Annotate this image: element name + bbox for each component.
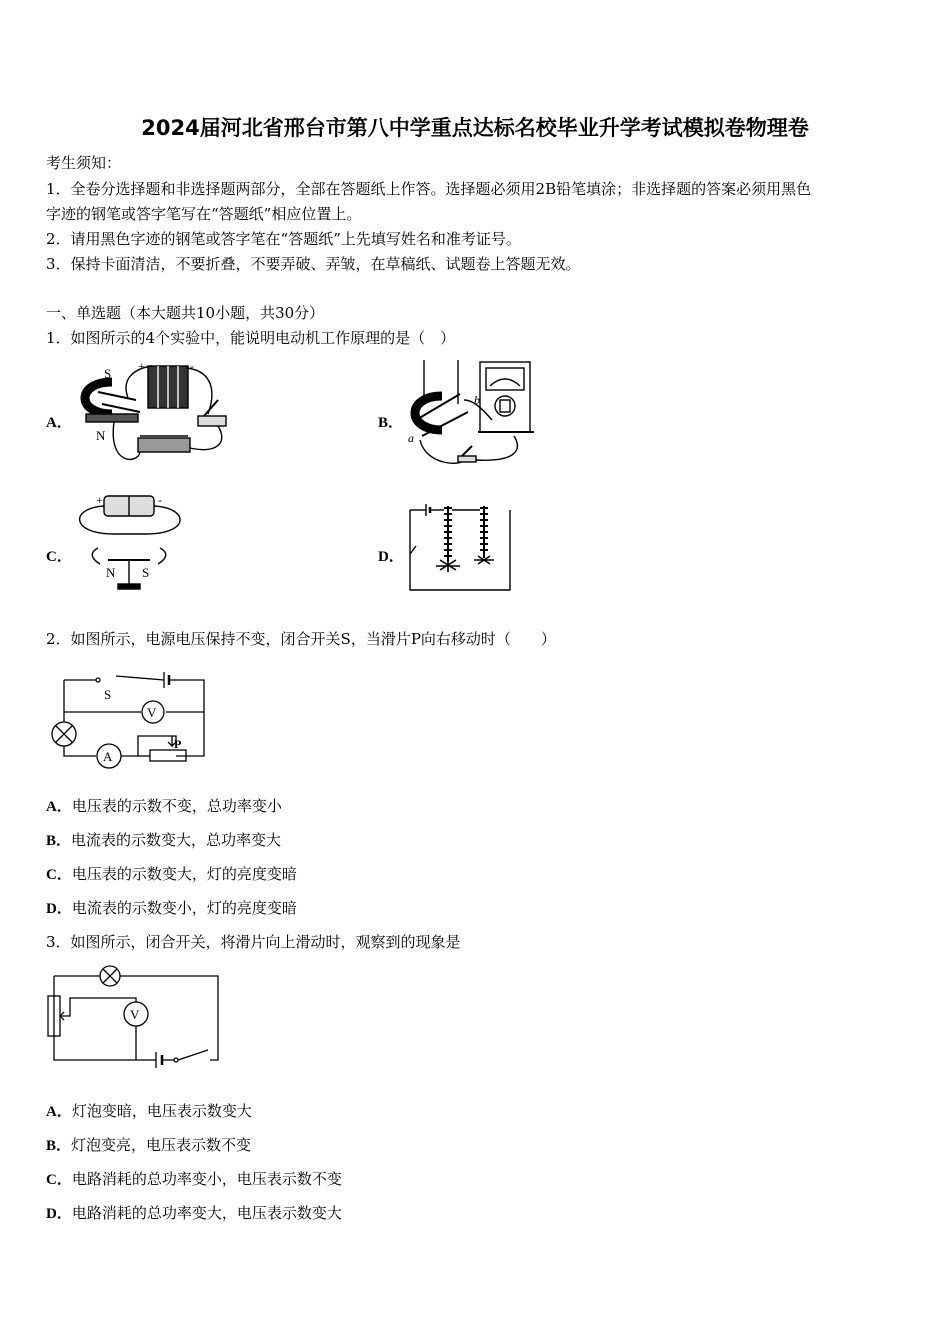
q2-option-text: 电流表的示数变大，总功率变大 [71, 831, 282, 849]
q2-option-b[interactable] [46, 829, 281, 850]
voltmeter-v-label: V [130, 1007, 140, 1022]
q3-option-letter: C． [46, 1172, 72, 1188]
q2-option-text: 电压表的示数变大，灯的亮度变暗 [71, 865, 297, 883]
notice-heading: 考生须知： [46, 154, 122, 172]
q1-stem: 1．如图所示的4个实验中，能说明电动机工作原理的是（ ） [46, 329, 456, 347]
needle-n-label: N [106, 565, 116, 580]
battery-minus-label: - [158, 493, 162, 507]
q2-option-d[interactable] [46, 897, 297, 918]
q3-option-text: 灯泡变暗，电压表示数变大 [71, 1102, 252, 1120]
q1-figure-c [74, 490, 186, 590]
switch-s-label: S [104, 687, 112, 702]
q1-option-d-letter[interactable]: D． [378, 549, 404, 565]
needle-s-label: S [142, 565, 150, 580]
q3-option-c[interactable] [46, 1168, 342, 1189]
q2-stem: 2．如图所示，电源电压保持不变，闭合开关S，当滑片P向右移动时（ ） [46, 630, 556, 648]
q2-option-a[interactable] [46, 795, 282, 816]
notice-item: 3．保持卡面清洁，不要折叠，不要弄破、弄皱，在草稿纸、试题卷上答题无效。 [46, 255, 581, 273]
notice-item: 字迹的钢笔或答字笔写在“答题纸”相应位置上。 [46, 205, 362, 223]
q3-option-text: 电路消耗的总功率变大，电压表示数变大 [71, 1204, 342, 1222]
q1-option-b-letter[interactable]: B． [378, 415, 404, 431]
slider-p-label: P [174, 737, 182, 751]
notice-item: 2．请用黑色字迹的钢笔或答字笔在“答题纸”上先填写姓名和准考证号。 [46, 230, 521, 248]
q2-option-letter: B． [46, 833, 72, 849]
notice-item: 1．全卷分选择题和非选择题两部分，全部在答题纸上作答。选择题必须用2B铅笔填涂；非选择题的答案必须用黑色 [46, 180, 812, 198]
q3-option-a[interactable] [46, 1100, 252, 1121]
q1-figure-b [402, 360, 537, 468]
q3-option-text: 电路消耗的总功率变小，电压表示数不变 [71, 1170, 342, 1188]
q1-figure-a [68, 356, 238, 468]
q2-option-c[interactable] [46, 863, 297, 884]
pole-n-label: N [96, 428, 106, 443]
battery-plus-label: + [96, 493, 103, 507]
q3-circuit-figure [44, 962, 224, 1066]
q1-option-a-letter[interactable]: A． [46, 415, 72, 431]
point-b-label: b [474, 393, 480, 407]
point-a-label: a [408, 431, 414, 445]
section-heading: 一、单选题（本大题共10小题，共30分） [46, 304, 325, 322]
q3-option-b[interactable] [46, 1134, 251, 1155]
q3-option-text: 灯泡变亮，电压表示数不变 [71, 1136, 252, 1154]
q2-option-letter: D． [46, 901, 72, 917]
q2-option-text: 电流表的示数变小，灯的亮度变暗 [71, 899, 297, 917]
battery-plus-label: + [138, 359, 145, 373]
q3-option-letter: B． [46, 1138, 72, 1154]
page-title: 2024届河北省邢台市第八中学重点达标名校毕业升学考试模拟卷物理卷 [141, 116, 809, 140]
q1-figure-d [404, 500, 516, 594]
q2-option-letter: C． [46, 867, 72, 883]
pole-s-label: S [104, 366, 112, 381]
voltmeter-v-label: V [147, 705, 157, 720]
ammeter-a-label: A [103, 749, 113, 764]
q3-stem: 3．如图所示，闭合开关，将滑片向上滑动时，观察到的现象是 [46, 933, 461, 951]
q1-option-c-letter[interactable]: C． [46, 549, 72, 565]
q2-circuit-figure [46, 668, 210, 772]
q3-option-d[interactable] [46, 1202, 342, 1223]
battery-minus-label: - [190, 359, 194, 373]
q3-option-letter: A． [46, 1104, 72, 1120]
q3-option-letter: D． [46, 1206, 72, 1222]
q2-option-text: 电压表的示数不变，总功率变小 [71, 797, 282, 815]
q2-option-letter: A． [46, 799, 72, 815]
